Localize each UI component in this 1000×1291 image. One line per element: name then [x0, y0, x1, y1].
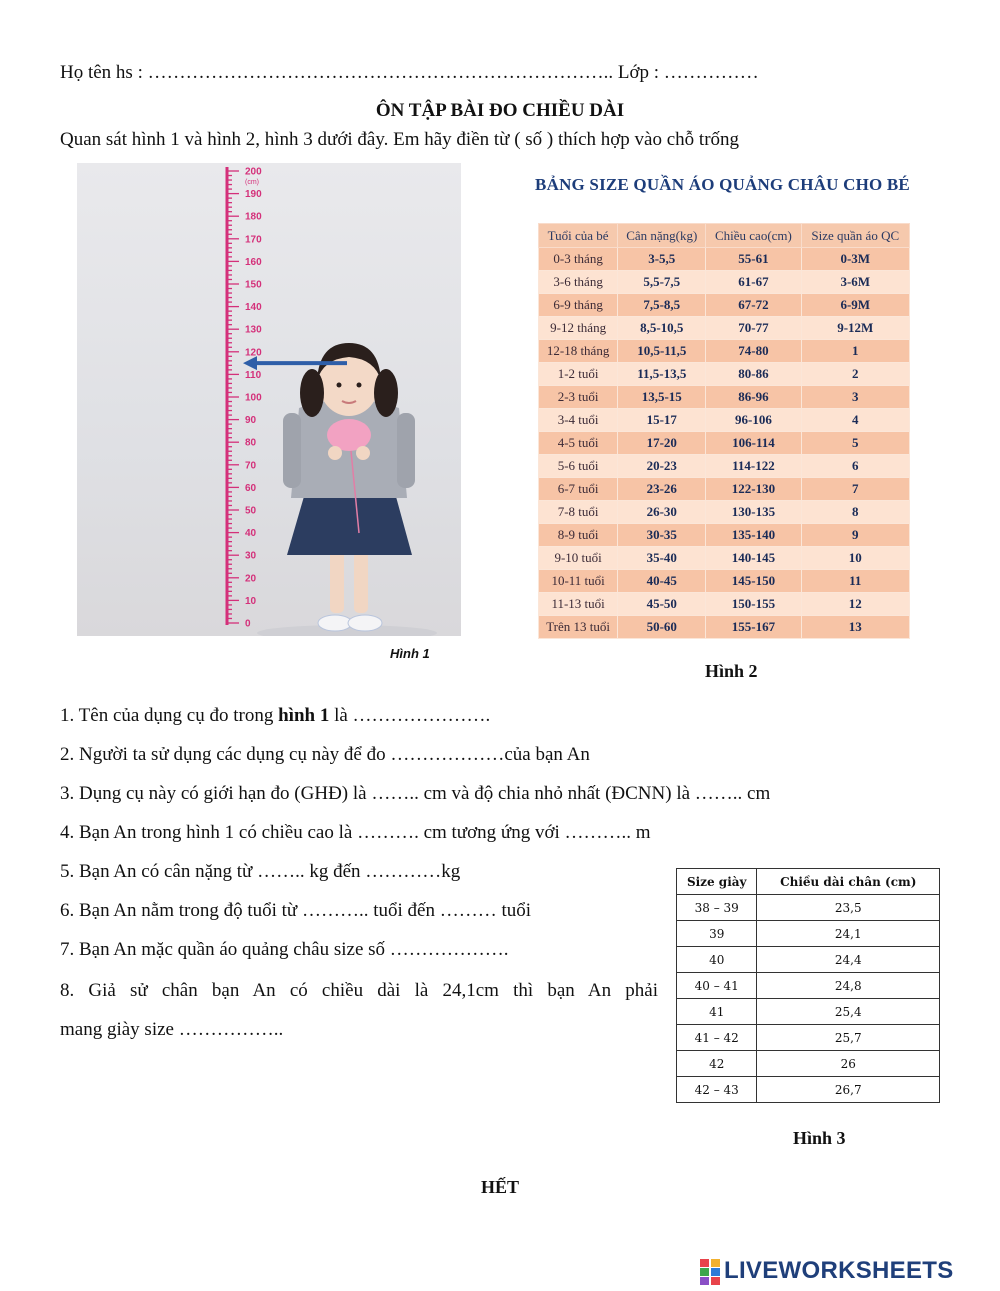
ruler-label: 160	[245, 256, 262, 268]
cell-weight: 5,5-7,5	[618, 271, 706, 294]
question-6: 6. Bạn An nằm trong độ tuổi từ ……….. tuổi đến ……… tuổi	[60, 900, 532, 921]
header-weight: Cân nặng(kg)	[618, 224, 706, 248]
ruler-label: 180	[245, 211, 262, 223]
cell-size: 6-9M	[801, 294, 909, 317]
ruler-label: 50	[245, 505, 257, 517]
cell-size: 7	[801, 478, 909, 501]
ruler-label: 20	[245, 573, 257, 585]
question-1-text: 1. Tên của dụng cụ đo trong	[60, 705, 279, 726]
cell-height: 140-145	[706, 547, 801, 570]
table-row	[539, 409, 910, 432]
shoe-header-row	[677, 869, 940, 895]
ruler-label: 40	[245, 528, 257, 540]
cell-weight: 50-60	[618, 616, 706, 639]
question-4: 4. Bạn An trong hình 1 có chiều cao là ………. cm tương ứng với ……….. m	[60, 822, 651, 843]
cell-size: 2	[801, 363, 909, 386]
cell-height: 67-72	[706, 294, 801, 317]
ruler-label: 170	[245, 234, 262, 246]
cell-age: 5-6 tuổi	[539, 455, 618, 478]
header-foot-length: Chiều dài chân (cm)	[757, 869, 940, 895]
ruler-label: 10	[245, 595, 257, 607]
cell-weight: 7,5-8,5	[618, 294, 706, 317]
table-row	[539, 455, 910, 478]
ruler-label: 0	[245, 618, 251, 630]
cell-height: 130-135	[706, 501, 801, 524]
cell-foot-length: 24,1	[757, 921, 940, 947]
question-8-line-2: mang giày size ……………..	[60, 1019, 284, 1040]
cell-height: 150-155	[706, 593, 801, 616]
ruler-label: 60	[245, 482, 257, 494]
table-row	[539, 501, 910, 524]
cell-shoe-size: 41 – 42	[677, 1025, 757, 1051]
table-row	[539, 616, 910, 639]
cell-age: 2-3 tuổi	[539, 386, 618, 409]
question-1	[60, 705, 490, 727]
cell-age: 6-9 tháng	[539, 294, 618, 317]
cell-age: 3-6 tháng	[539, 271, 618, 294]
cell-size: 3	[801, 386, 909, 409]
cell-foot-length: 25,4	[757, 999, 940, 1025]
ruler	[227, 167, 262, 630]
student-name-line: Họ tên hs : ……………………………………………………………….. Lớp : ……………	[60, 62, 759, 83]
table-row	[539, 248, 910, 271]
cell-shoe-size: 42	[677, 1051, 757, 1077]
cell-weight: 10,5-11,5	[618, 340, 706, 363]
ruler-illustration	[77, 163, 461, 636]
cell-shoe-size: 39	[677, 921, 757, 947]
cell-height: 106-114	[706, 432, 801, 455]
cell-age: Trên 13 tuổi	[539, 616, 618, 639]
table-row	[539, 570, 910, 593]
table-row	[677, 973, 940, 999]
cell-age: 9-12 tháng	[539, 317, 618, 340]
table-row	[539, 294, 910, 317]
ruler-label: 110	[245, 369, 262, 381]
table-row	[677, 1025, 940, 1051]
header-shoe-size: Size giày	[677, 869, 757, 895]
cell-weight: 8,5-10,5	[618, 317, 706, 340]
figure-1-caption: Hình 1	[390, 646, 430, 661]
ruler-label: 120	[245, 347, 262, 359]
cell-weight: 11,5-13,5	[618, 363, 706, 386]
figure-2-size-table	[532, 163, 913, 653]
table-row	[677, 895, 940, 921]
cell-foot-length: 25,7	[757, 1025, 940, 1051]
ruler-label: 70	[245, 460, 257, 472]
cell-age: 7-8 tuổi	[539, 501, 618, 524]
cell-height: 135-140	[706, 524, 801, 547]
cell-age: 4-5 tuổi	[539, 432, 618, 455]
table-row	[677, 1051, 940, 1077]
figure-3-shoe-size-table	[676, 868, 940, 1103]
cell-weight: 26-30	[618, 501, 706, 524]
cell-shoe-size: 41	[677, 999, 757, 1025]
question-5: 5. Bạn An có cân nặng từ …….. kg đến …………kg	[60, 861, 461, 882]
logo-icon	[700, 1259, 722, 1285]
instruction-text: Quan sát hình 1 và hình 2, hình 3 dưới đây. Em hãy điền từ ( số ) thích hợp vào chỗ trống	[60, 129, 740, 150]
cell-size: 9	[801, 524, 909, 547]
size-table-title: BẢNG SIZE QUẦN ÁO QUẢNG CHÂU CHO BÉ	[535, 175, 910, 194]
cell-height: 74-80	[706, 340, 801, 363]
table-row	[539, 432, 910, 455]
cell-weight: 17-20	[618, 432, 706, 455]
cell-weight: 30-35	[618, 524, 706, 547]
table-row	[677, 947, 940, 973]
cell-height: 96-106	[706, 409, 801, 432]
ruler-label: 100	[245, 392, 262, 404]
table-row	[677, 1077, 940, 1103]
table-row	[539, 271, 910, 294]
logo-text: LIVEWORKSHEETS	[724, 1257, 954, 1284]
cell-age: 10-11 tuổi	[539, 570, 618, 593]
table-row	[539, 478, 910, 501]
cell-size: 3-6M	[801, 271, 909, 294]
question-8-line-1: 8. Giả sử chân bạn An có chiều dài là 24,1cm thì bạn An phải	[60, 980, 658, 1001]
page-title: ÔN TẬP BÀI ĐO CHIỀU DÀI	[375, 100, 625, 121]
cell-age: 8-9 tuổi	[539, 524, 618, 547]
cell-age: 3-4 tuổi	[539, 409, 618, 432]
cell-foot-length: 24,4	[757, 947, 940, 973]
end-marker: HẾT	[480, 1177, 519, 1197]
table-row	[539, 317, 910, 340]
cell-height: 122-130	[706, 478, 801, 501]
cell-age: 6-7 tuổi	[539, 478, 618, 501]
cell-size: 12	[801, 593, 909, 616]
figure-3-caption: Hình 3	[793, 1128, 846, 1148]
question-3: 3. Dụng cụ này có giới hạn đo (GHĐ) là …….. cm và độ chia nhỏ nhất (ĐCNN) là …….. cm	[60, 783, 771, 804]
child-figure	[257, 343, 437, 636]
cell-weight: 15-17	[618, 409, 706, 432]
cell-size: 8	[801, 501, 909, 524]
table-row	[539, 386, 910, 409]
cell-foot-length: 26,7	[757, 1077, 940, 1103]
cell-age: 0-3 tháng	[539, 248, 618, 271]
cell-shoe-size: 38 – 39	[677, 895, 757, 921]
ruler-label: 30	[245, 550, 257, 562]
figure-2-caption: Hình 2	[705, 661, 758, 681]
cell-height: 114-122	[706, 455, 801, 478]
cell-size: 10	[801, 547, 909, 570]
cell-size: 9-12M	[801, 317, 909, 340]
cell-weight: 35-40	[618, 547, 706, 570]
table-row	[677, 921, 940, 947]
cell-age: 11-13 tuổi	[539, 593, 618, 616]
cell-height: 55-61	[706, 248, 801, 271]
header-age: Tuổi của bé	[539, 224, 618, 248]
cell-foot-length: 24,8	[757, 973, 940, 999]
cell-height: 80-86	[706, 363, 801, 386]
ruler-label: 150	[245, 279, 262, 291]
ruler-label: 90	[245, 415, 257, 427]
cell-weight: 40-45	[618, 570, 706, 593]
cell-height: 70-77	[706, 317, 801, 340]
header-height: Chiều cao(cm)	[706, 224, 801, 248]
table-row	[539, 593, 910, 616]
ruler-label: 80	[245, 437, 257, 449]
cell-foot-length: 26	[757, 1051, 940, 1077]
cell-age: 1-2 tuổi	[539, 363, 618, 386]
cell-weight: 45-50	[618, 593, 706, 616]
cell-size: 11	[801, 570, 909, 593]
cell-age: 12-18 tháng	[539, 340, 618, 363]
cell-foot-length: 23,5	[757, 895, 940, 921]
clothing-size-table	[538, 223, 910, 639]
ruler-label: 190	[245, 189, 262, 201]
figure-1-height-ruler	[77, 163, 461, 636]
ruler-label: 140	[245, 302, 262, 314]
cell-size: 0-3M	[801, 248, 909, 271]
ruler-label: 200	[245, 166, 262, 178]
cell-size: 1	[801, 340, 909, 363]
table-header-row	[539, 224, 910, 248]
question-1-blank: là ………………….	[329, 705, 491, 726]
cell-weight: 23-26	[618, 478, 706, 501]
ruler-label: 130	[245, 324, 262, 336]
cell-height: 61-67	[706, 271, 801, 294]
table-row	[539, 363, 910, 386]
table-row	[539, 547, 910, 570]
cell-size: 4	[801, 409, 909, 432]
cell-size: 13	[801, 616, 909, 639]
cell-height: 155-167	[706, 616, 801, 639]
cell-weight: 13,5-15	[618, 386, 706, 409]
cell-shoe-size: 40 – 41	[677, 973, 757, 999]
header-size: Size quần áo QC	[801, 224, 909, 248]
table-row	[539, 340, 910, 363]
cell-shoe-size: 42 – 43	[677, 1077, 757, 1103]
question-1-bold: hình 1	[278, 705, 330, 726]
cell-shoe-size: 40	[677, 947, 757, 973]
question-7: 7. Bạn An mặc quần áo quảng châu size số ……………….	[60, 939, 509, 960]
cell-height: 86-96	[706, 386, 801, 409]
cell-height: 145-150	[706, 570, 801, 593]
shoe-table-body	[677, 895, 940, 1103]
question-2: 2. Người ta sử dụng các dụng cụ này để đo ………………của bạn An	[60, 744, 590, 765]
size-table-body	[539, 248, 910, 639]
ruler-unit-label: (cm)	[245, 179, 259, 186]
table-row	[677, 999, 940, 1025]
cell-size: 5	[801, 432, 909, 455]
table-row	[539, 524, 910, 547]
cell-age: 9-10 tuổi	[539, 547, 618, 570]
cell-size: 6	[801, 455, 909, 478]
cell-weight: 3-5,5	[618, 248, 706, 271]
cell-weight: 20-23	[618, 455, 706, 478]
